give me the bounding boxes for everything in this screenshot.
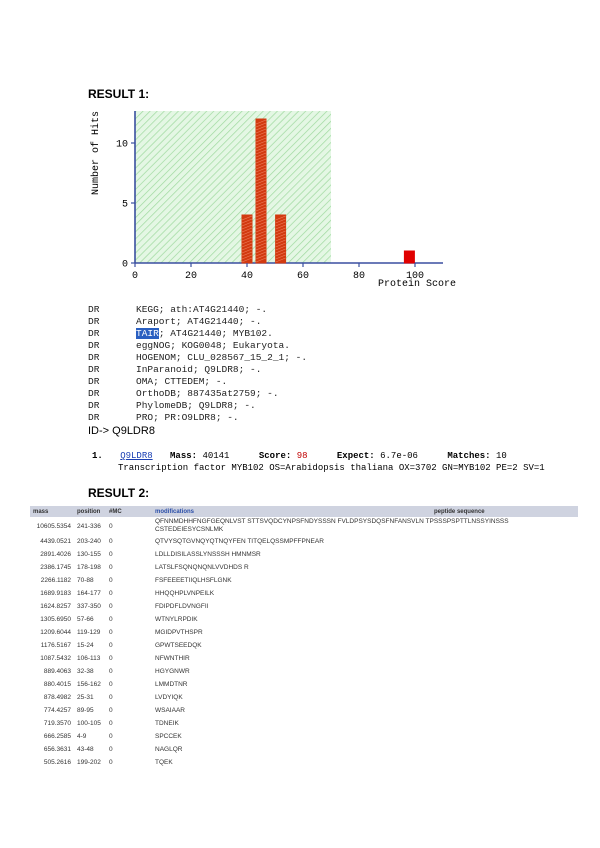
peptide-sequence: LDLLDISILASSLYNSSSH HMNMSR: [155, 550, 261, 558]
peptide-sequence: GPWTSEEDQK: [155, 641, 202, 649]
table-row: [30, 743, 578, 756]
table-row: [30, 730, 578, 743]
hit-mass: 40141: [202, 451, 230, 461]
peptide-sequence: FSFEEEETIIQLHSFLGNK: [155, 576, 232, 584]
peptide-mass: 774.4257: [43, 707, 71, 714]
x-tick-label: 20: [184, 271, 198, 282]
peptide-mass: 505.2616: [43, 759, 71, 766]
table-row: [30, 613, 578, 626]
table-row: [30, 665, 578, 678]
peptide-mass: 878.4982: [43, 694, 71, 701]
dr-line: [88, 316, 307, 328]
peptide-sequence: WTNYLRPDIK: [155, 615, 198, 623]
table-row: [30, 678, 578, 691]
peptide-position: 203-240: [77, 538, 101, 545]
peptide-position: 337-350: [77, 603, 101, 610]
missed-cleavages: 0: [109, 577, 113, 584]
peptide-mass: 889.4063: [43, 668, 71, 675]
missed-cleavages: 0: [109, 681, 113, 688]
peptide-sequence: TQEK: [155, 758, 173, 766]
dr-text: HOGENOM; CLU_028567_15_2_1; -.: [136, 352, 308, 363]
peptide-position: 164-177: [77, 590, 101, 597]
missed-cleavages: 0: [109, 720, 113, 727]
peptide-mass: 1305.6950: [40, 616, 71, 623]
dr-code: DR: [88, 412, 100, 423]
table-row: [30, 517, 578, 535]
dr-text: OrthoDB; 887435at2759; -.: [136, 388, 279, 399]
hit-score: 98: [296, 451, 308, 461]
peptide-mass: 2891.4026: [40, 551, 71, 558]
missed-cleavages: 0: [109, 522, 113, 530]
peptide-sequence: FDIPDFLDVNGFII: [155, 602, 209, 610]
x-axis-label: Protein Score: [377, 279, 456, 290]
missed-cleavages: 0: [109, 603, 113, 610]
col-modifications[interactable]: modifications: [152, 506, 341, 517]
peptide-position: 100-105: [77, 720, 101, 727]
dr-text: eggNOG; KOG0048; Eukaryota.: [136, 340, 290, 351]
peptide-sequence: LVDYIQK: [155, 693, 183, 701]
hit-rank: 1.: [92, 451, 103, 461]
hit-accession-link[interactable]: Q9LDR8: [120, 451, 153, 461]
dr-code: DR: [88, 340, 100, 351]
x-tick-label: 60: [296, 271, 310, 282]
table-row: [30, 600, 578, 613]
peptide-sequence: NAGLQR: [155, 745, 183, 753]
peptide-position: 130-155: [77, 551, 101, 558]
peptide-position: 32-38: [77, 668, 94, 675]
peptide-mass: 10605.5354: [36, 522, 71, 530]
peptide-position: 4-9: [77, 733, 87, 740]
dr-code: DR: [88, 328, 100, 339]
peptide-position: 178-198: [77, 564, 101, 571]
dr-highlight: TAIR: [136, 328, 159, 339]
peptide-position: 156-162: [77, 681, 101, 688]
peptide-sequence: HGYGNWR: [155, 667, 190, 675]
dr-line: [88, 400, 307, 412]
missed-cleavages: 0: [109, 746, 113, 753]
col-mass: mass: [30, 506, 74, 517]
table-header-row: [30, 506, 578, 517]
peptide-sequence: LMMDTNR: [155, 680, 188, 688]
missed-cleavages: 0: [109, 694, 113, 701]
peptide-position: 57-66: [77, 616, 94, 623]
dr-line: [88, 340, 307, 352]
peptide-position: 43-48: [77, 746, 94, 753]
id-line: ID-> Q9LDR8: [88, 425, 155, 437]
dr-line: [88, 376, 307, 388]
dr-line: [88, 304, 307, 316]
x-tick-label: 40: [240, 271, 254, 282]
dr-code: DR: [88, 376, 100, 387]
missed-cleavages: 0: [109, 590, 113, 597]
peptide-position: 106-113: [77, 655, 101, 662]
peptide-mass: 2266.1182: [40, 577, 71, 584]
dr-text: InParanoid; Q9LDR8; -.: [136, 364, 262, 375]
peptide-mass: 719.3570: [43, 720, 71, 727]
result1-heading: RESULT 1:: [88, 87, 150, 101]
dr-text: PhylomeDB; Q9LDR8; -.: [136, 400, 256, 411]
missed-cleavages: 0: [109, 759, 113, 766]
peptide-mass: 1087.5432: [40, 655, 71, 662]
peptide-mass: 880.4015: [43, 681, 71, 688]
dr-line: [88, 328, 307, 340]
col-peptide-sequence: peptide sequence: [341, 506, 578, 517]
peptide-sequence: MGIDPVTHSPR: [155, 628, 203, 636]
histogram-bar: [404, 251, 414, 263]
missed-cleavages: 0: [109, 655, 113, 662]
peptide-position: 119-129: [77, 629, 101, 636]
dr-line: [88, 364, 307, 376]
y-tick-label: 0: [121, 259, 128, 271]
score-label: Score:: [258, 451, 292, 461]
table-row: [30, 704, 578, 717]
peptide-mass: 1624.8257: [40, 603, 71, 610]
expect-label: Expect:: [336, 451, 375, 461]
x-tick-label: 0: [131, 271, 139, 282]
peptide-sequence: QFNNMDHHFNGFGEQNLVST STTSVQDCYNPSFNDYSSSN FVLDPSYSDQSFNFANSVLN TPSSSPSPTTLNSSYINSSS CSTEDEIESYCSNLMK: [155, 518, 509, 533]
mass-label: Mass:: [170, 451, 198, 461]
hit-description: Transcription factor MYB102 OS=Arabidopsis thaliana OX=3702 GN=MYB102 PE=2 SV=1: [118, 463, 545, 473]
dr-code: DR: [88, 316, 100, 327]
table-row: [30, 691, 578, 704]
hit-matches: 10: [495, 451, 507, 461]
table-row: [30, 535, 578, 548]
missed-cleavages: 0: [109, 551, 113, 558]
peptide-position: 25-31: [77, 694, 94, 701]
hit-expect: 6.7e-06: [380, 451, 418, 461]
col-mc: #MC: [106, 506, 152, 517]
peptide-position: 199-202: [77, 759, 101, 766]
dr-code: DR: [88, 400, 100, 411]
peptide-mass: 1176.5167: [40, 642, 71, 649]
dr-text: PRO; PR:O9LDR8; -.: [136, 412, 239, 423]
table-row: [30, 587, 578, 600]
dr-line: [88, 352, 307, 364]
missed-cleavages: 0: [109, 668, 113, 675]
protein-hit: [92, 451, 545, 473]
missed-cleavages: 0: [109, 733, 113, 740]
peptide-mass: 1689.9183: [40, 590, 71, 597]
peptide-position: 89-95: [77, 707, 94, 714]
peptide-mass: 666.2585: [43, 733, 71, 740]
peptide-mass: 2386.1745: [40, 564, 71, 571]
table-row: [30, 548, 578, 561]
peptide-sequence: HHQQHPLVNPEILK: [155, 589, 215, 597]
table-row: [30, 626, 578, 639]
peptide-sequence: SPCCEK: [155, 732, 182, 740]
score-histogram-chart: [85, 105, 465, 295]
dr-code: DR: [88, 364, 100, 375]
y-tick-label: 5: [121, 199, 128, 211]
dr-line: [88, 388, 307, 400]
table-row: [30, 717, 578, 730]
dr-code: DR: [88, 304, 100, 315]
dr-code: DR: [88, 352, 100, 363]
x-tick-label: 100: [405, 271, 425, 282]
peptide-sequence: QTVYSQTGVNQYQTNQYFEN TITQELQSSMPFFPNEAR: [155, 537, 324, 545]
peptide-table: [30, 506, 578, 769]
missed-cleavages: 0: [109, 642, 113, 649]
peptide-sequence: WSAIAAR: [155, 706, 185, 714]
peptide-mass: 656.3631: [43, 746, 71, 753]
shaded-threshold-region: [135, 111, 331, 263]
table-row: [30, 652, 578, 665]
peptide-mass: 4439.0521: [40, 538, 71, 545]
dr-text: Araport; AT4G21440; -.: [136, 316, 262, 327]
peptide-sequence: LATSLFSQNQNQNLVVDHDS R: [155, 563, 249, 571]
peptide-position: 241-336: [77, 522, 101, 530]
col-position: position: [74, 506, 106, 517]
dr-text: ; AT4G21440; MYB102.: [158, 328, 273, 339]
peptide-position: 70-88: [77, 577, 94, 584]
missed-cleavages: 0: [109, 707, 113, 714]
missed-cleavages: 0: [109, 564, 113, 571]
y-tick-label: 10: [115, 139, 128, 151]
database-references: [88, 304, 307, 424]
matches-label: Matches:: [447, 451, 491, 461]
peptide-mass: 1209.6044: [40, 629, 71, 636]
y-axis-label: Number of Hits: [91, 110, 102, 196]
result2-heading: RESULT 2:: [88, 486, 150, 500]
table-row: [30, 756, 578, 769]
missed-cleavages: 0: [109, 629, 113, 636]
missed-cleavages: 0: [109, 538, 113, 545]
table-row: [30, 639, 578, 652]
missed-cleavages: 0: [109, 616, 113, 623]
dr-line: [88, 412, 307, 424]
peptide-sequence: NFWNTHIR: [155, 654, 190, 662]
table-row: [30, 574, 578, 587]
table-row: [30, 561, 578, 574]
dr-text: OMA; CTTEDEM; -.: [136, 376, 228, 387]
peptide-sequence: TDNEIK: [155, 719, 179, 727]
dr-text: KEGG; ath:AT4G21440; -.: [136, 304, 268, 315]
peptide-position: 15-24: [77, 642, 94, 649]
dr-code: DR: [88, 388, 100, 399]
x-tick-label: 80: [352, 271, 366, 282]
